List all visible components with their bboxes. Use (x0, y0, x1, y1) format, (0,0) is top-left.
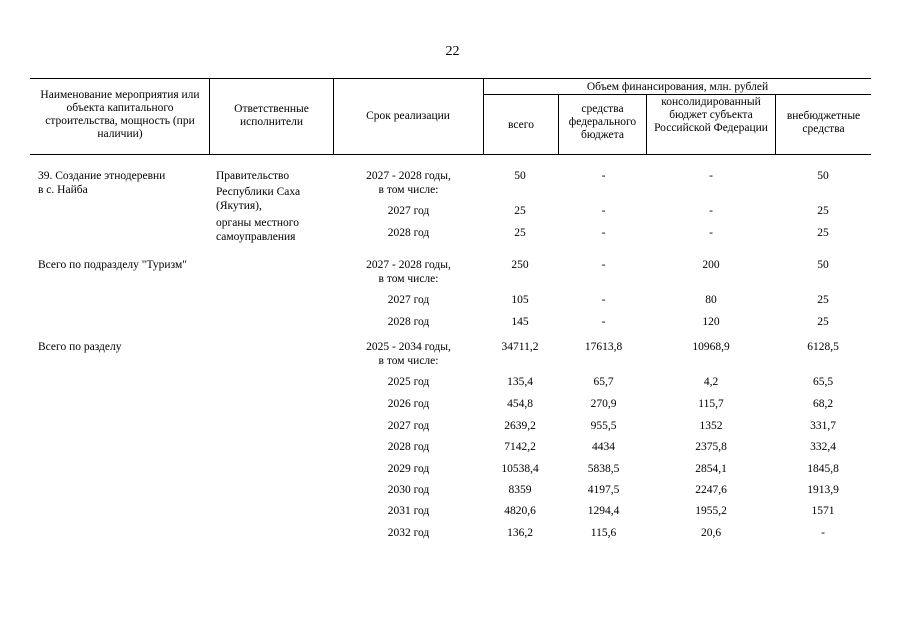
header-name: Наименование мероприятия или объекта капитального строительства, мощность (при наличии) (40, 89, 200, 140)
cell-extra: 25 (817, 316, 829, 328)
cell-name: 39. Создание этнодеревни (38, 170, 166, 182)
cell-period: 2031 год (387, 505, 430, 517)
cell-name: в с. Найба (38, 184, 88, 196)
cell-executor: Республики Саха (216, 186, 301, 198)
cell-federal: 17613,8 (584, 341, 623, 353)
header-executor: Ответственные исполнители (234, 103, 309, 128)
cell-federal: - (601, 316, 606, 328)
funding-divider (483, 94, 871, 95)
cell-period: 2025 - 2034 годы, (366, 341, 451, 353)
cell-period: 2028 год (387, 227, 430, 239)
cell-period: 2027 год (387, 420, 430, 432)
cell-period: 2028 год (387, 441, 430, 453)
cell-total: 25 (514, 205, 526, 217)
cell-extra: 25 (817, 205, 829, 217)
cell-total: 50 (514, 170, 526, 182)
cell-extra: 50 (817, 170, 829, 182)
cell-executor: Правительство (216, 170, 290, 182)
cell-federal: 5838,5 (587, 463, 620, 475)
cell-extra: - (821, 527, 825, 539)
cell-period: в том числе: (378, 184, 439, 196)
cell-regional: 80 (705, 294, 717, 306)
cell-federal: 4197,5 (587, 484, 620, 496)
cell-federal: 65,7 (593, 376, 614, 388)
col-divider (483, 79, 484, 154)
cell-executor: органы местного (216, 217, 299, 229)
cell-total: 145 (511, 316, 529, 328)
cell-extra: 331,7 (810, 420, 836, 432)
header-extra: внебюджетные средства (786, 110, 861, 135)
cell-name: Всего по подразделу "Туризм" (38, 259, 187, 271)
cell-period: 2026 год (387, 398, 430, 410)
cell-extra: 6128,5 (807, 341, 839, 353)
col-divider (646, 94, 647, 154)
cell-name: Всего по разделу (38, 341, 122, 353)
cell-period: 2028 год (387, 316, 430, 328)
cell-period: в том числе: (378, 273, 439, 285)
cell-federal: 4434 (592, 441, 615, 453)
cell-regional: 10968,9 (692, 341, 730, 353)
cell-federal: - (601, 259, 606, 271)
cell-extra: 1913,9 (807, 484, 839, 496)
cell-total: 250 (511, 259, 529, 271)
cell-regional: - (709, 227, 713, 239)
cell-total: 135,4 (507, 376, 533, 388)
cell-federal: - (601, 205, 606, 217)
header-period: Срок реализации (366, 110, 450, 122)
cell-extra: 1845,8 (807, 463, 839, 475)
cell-executor: самоуправления (216, 231, 296, 243)
col-divider (558, 94, 559, 154)
cell-period: 2029 год (387, 463, 430, 475)
cell-regional: 20,6 (700, 527, 722, 539)
col-divider (775, 94, 776, 154)
table-header (30, 78, 871, 155)
cell-federal: - (601, 227, 606, 239)
cell-period: в том числе: (378, 355, 439, 367)
header-total: всего (508, 119, 534, 131)
cell-extra: 65,5 (812, 376, 834, 388)
cell-federal: 270,9 (590, 398, 617, 410)
cell-federal: 955,5 (590, 420, 617, 432)
cell-period: 2025 год (387, 376, 430, 388)
cell-extra: 25 (817, 294, 829, 306)
col-divider (209, 79, 210, 154)
cell-extra: 25 (817, 227, 829, 239)
cell-period: 2027 год (387, 205, 430, 217)
cell-regional: - (709, 205, 713, 217)
cell-regional: 2854,1 (695, 463, 727, 475)
cell-extra: 50 (817, 259, 829, 271)
page-number: 22 (445, 44, 460, 59)
cell-regional: 2375,8 (695, 441, 727, 453)
header-regional: консолидированный бюджет субъекта Российской Федерации (654, 96, 768, 134)
header-federal: средства федерального бюджета (568, 103, 637, 141)
cell-total: 10538,4 (501, 463, 539, 475)
cell-total: 8359 (508, 484, 532, 496)
cell-total: 454,8 (507, 398, 533, 410)
cell-total: 105 (511, 294, 529, 306)
cell-regional: 120 (702, 316, 720, 328)
cell-period: 2032 год (387, 527, 430, 539)
cell-federal: - (601, 294, 606, 306)
cell-total: 2639,2 (504, 420, 536, 432)
cell-federal: - (601, 170, 606, 182)
cell-regional: 4,2 (703, 376, 719, 388)
cell-extra: 68,2 (812, 398, 834, 410)
cell-federal: 1294,4 (587, 505, 620, 517)
cell-period: 2027 - 2028 годы, (366, 259, 451, 271)
cell-executor: (Якутия), (216, 200, 262, 212)
cell-period: 2027 год (387, 294, 430, 306)
cell-period: 2027 - 2028 годы, (366, 170, 451, 182)
cell-regional: 2247,6 (695, 484, 727, 496)
cell-total: 136,2 (507, 527, 533, 539)
cell-extra: 1571 (811, 505, 835, 517)
cell-regional: 115,7 (698, 398, 724, 410)
cell-regional: 200 (702, 259, 720, 271)
cell-total: 7142,2 (504, 441, 536, 453)
cell-extra: 332,4 (810, 441, 836, 453)
cell-regional: - (709, 170, 713, 182)
cell-total: 34711,2 (501, 341, 539, 353)
cell-federal: 115,6 (590, 527, 617, 539)
cell-regional: 1955,2 (695, 505, 727, 517)
cell-regional: 1352 (699, 420, 723, 432)
col-divider (333, 79, 334, 154)
cell-period: 2030 год (387, 484, 430, 496)
cell-total: 25 (514, 227, 526, 239)
header-funding: Объем финансирования, млн. рублей (586, 81, 769, 93)
cell-total: 4820,6 (504, 505, 536, 517)
